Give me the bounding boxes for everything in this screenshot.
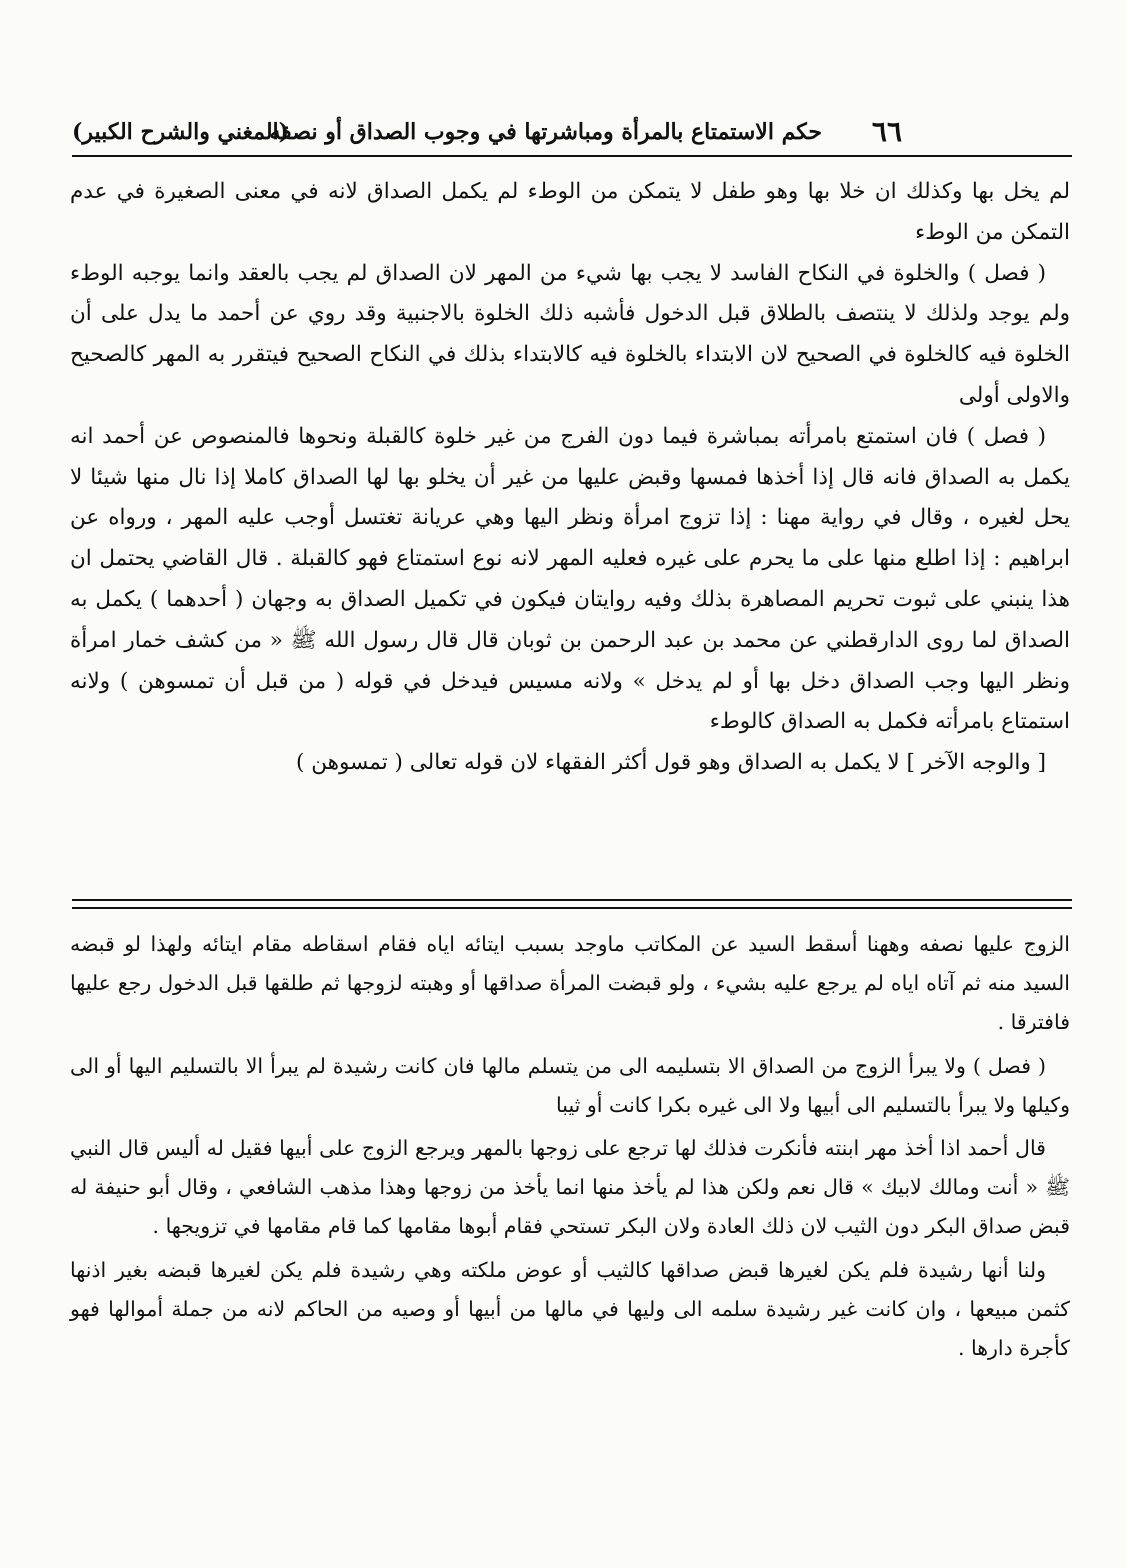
- main-paragraph-4: [ والوجه الآخر ] لا يكمل به الصداق وهو قول أكثر الفقهاء لان قوله تعالى ( تمسوهن ): [296, 750, 1046, 776]
- main-text-block: [70, 172, 1070, 784]
- header-rule: [72, 155, 1072, 157]
- footnote-paragraph-4: ولنا أنها رشيدة فلم يكن لغيرها قبض صداقها كالثيب أو عوض ملكته وهي رشيدة فلم يكن لغيرها قبضه بغير اذنها كثمن مبيعها ، وان كانت غير رشيدة سلمه الى وليها في مالها من أبيها أو وصيه من الحاكم لانه من جملة أموالها فهو كأجرة دارها .: [70, 1257, 1070, 1361]
- section-divider: [72, 899, 1072, 909]
- book-title: (المغني والشرح الكبير): [72, 119, 290, 145]
- main-paragraph-3: ( فصل ) فان استمتع بامرأته بمباشرة فيما دون الفرج من غير خلوة كالقبلة ونحوها فالمنصوص عن أحمد انه يكمل به الصداق فانه قال إذا أخذها فمسها وقبض عليها من غير أن يخلو بها لها الصداق كاملا إذا نال منها شيئا لا يحل لغيره ، وقال في رواية مهنا : إذا تزوج امرأة ونظر اليها وهي عريانة تغتسل أوجب عليه المهر ، ورواه عن ابراهيم : إذا اطلع منها على ما يحرم على غيره فعليه المهر لانه نوع استمتاع فهو كالقبلة . قال القاضي يحتمل ان هذا ينبني على ثبوت تحريم المصاهرة بذلك وفيه روايتان فيكون في تكميل الصداق به وجهان ( أحدهما ) يكمل به الصداق لما روى الدارقطني عن محمد بن عبد الرحمن بن ثوبان قال قال رسول الله ﷺ « من كشف خمار امرأة ونظر اليها وجب الصداق دخل بها أو لم يدخل » ولانه مسيس فيدخل في قوله ( من قبل أن تمسوهن ) ولانه استمتاع بامرأته فكمل به الصداق كالوطء: [70, 423, 1070, 735]
- footnote-paragraph-1: الزوج عليها نصفه وههنا أسقط السيد عن المكاتب ماوجد بسبب ايتائه اياه فقام اسقاطه مقام ايتائه ولهذا لو قبضه السيد منه ثم آتاه اياه لم يرجع عليه بشيء ، ولو قبضت المرأة صداقها أو وهبته لزوجها ثم طلقها قبل الدخول رجع عليها فافترقا .: [70, 932, 1070, 1035]
- footnote-paragraph-3: قال أحمد اذا أخذ مهر ابنته فأنكرت فذلك لها ترجع على زوجها بالمهر ويرجع الزوج على أبيها فقيل له أليس قال النبي ﷺ « أنت ومالك لابيك » قال نعم ولكن هذا لم يأخذ منها انما يأخذ من زوجها وهذا مذهب الشافعي ، وقال أبو حنيفة له قبض صداق البكر دون الثيب لان ذلك العادة ولان البكر تستحي فقام أبوها مقامها كما قام مقامها في تزويجها .: [70, 1136, 1070, 1239]
- main-paragraph-1: لم يخل بها وكذلك ان خلا بها وهو طفل لا يتمكن من الوطء لم يكمل الصداق لانه في معنى الصغيرة في عدم التمكن من الوطء: [70, 179, 1070, 245]
- footnote-text-block: [70, 925, 1070, 1372]
- running-title: حكم الاستمتاع بالمرأة ومباشرتها في وجوب الصداق أو نصفه: [269, 119, 822, 145]
- footnote-paragraph-2: ( فصل ) ولا يبرأ الزوج من الصداق الا بتسليمه الى من يتسلم مالها فان كانت رشيدة لم يبرأ الا بالتسليم اليها أو الى وكيلها ولا يبرأ بالتسليم الى أبيها ولا الى غيره بكرا كانت أو ثيبا: [70, 1053, 1070, 1117]
- page-header: [72, 112, 1072, 152]
- page-number: ٦٦: [871, 115, 902, 148]
- main-paragraph-2: ( فصل ) والخلوة في النكاح الفاسد لا يجب بها شيء من المهر لان الصداق لم يجب بالعقد وانما يوجبه الوطء ولم يوجد ولذلك لا ينتصف بالطلاق قبل الدخول فأشبه ذلك الخلوة بالاجنبية وقد روي عن أحمد ما يدل على أن الخلوة فيه كالخلوة في الصحيح لان الابتداء بالخلوة فيه كالابتداء بذلك في النكاح الصحيح فيتقرر به المهر كالصحيح والاولى أولى: [70, 260, 1070, 408]
